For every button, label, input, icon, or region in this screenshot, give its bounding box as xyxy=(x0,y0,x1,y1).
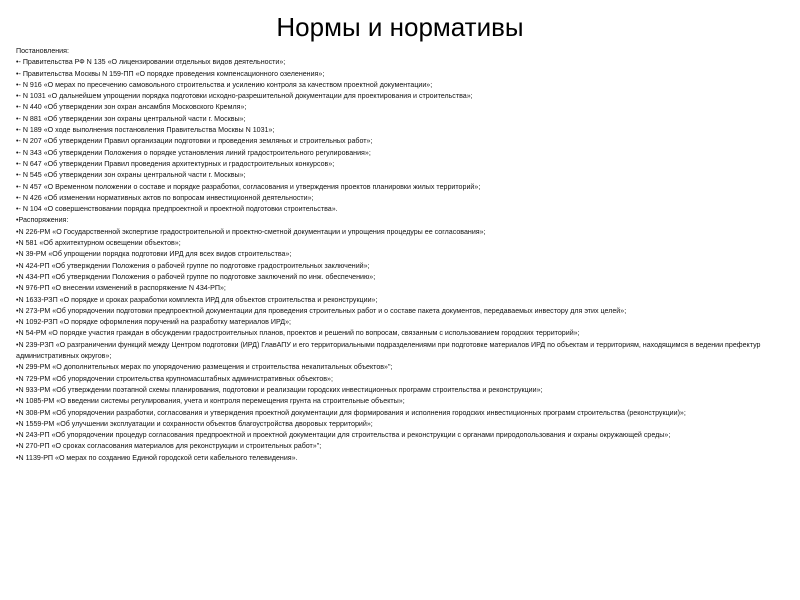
list-item: •- N 207 «Об утверждении Правил организации подготовки и проведения земляных и строительных работ»; xyxy=(16,137,373,146)
list-item: •N 239-РЗП «О разграничении функций между Центром подготовки (ИРД) ГлавАПУ и его территориальными подразделениями при подготовке материалов ИРД по объектам и территориям, находящимся в ведении префектур административных округов»; xyxy=(16,340,761,361)
list-item: •- N 545 «Об утверждении зон охраны центральной части г. Москвы»; xyxy=(16,171,246,180)
page-title: Нормы и нормативы xyxy=(276,12,524,42)
list-item: •N 1085-РМ «О введении системы регулирования, учета и контроля перемещения грунта на строительные объекты»; xyxy=(16,397,405,406)
list-item: •- N 104 «О совершенствовании порядка предпроектной и проектной подготовки строительства». xyxy=(16,205,338,214)
list-item: •N 1559-РМ «Об улучшении эксплуатации и сохранности объектов благоустройства дворовых территорий»; xyxy=(16,419,373,428)
list-item: •N 1092-РЗП «О порядке оформления поручений на разработку материалов ИРД»; xyxy=(16,318,291,327)
list-item: •N 581 «Об архитектурном освещении объектов»; xyxy=(16,239,181,248)
list-item: •N 308-РМ «Об упорядочении разработки, согласования и утверждения проектной документации для формирования и исполнения городских инвестиционных программ строительства (реконструкции)»; xyxy=(16,408,686,417)
section-heading-rasporyazheniya: •Распоряжения: xyxy=(16,216,69,225)
list-item: •N 1139-РП «О мерах по созданию Единой городской сети кабельного телевидения». xyxy=(16,453,298,462)
rasporyazheniya-list xyxy=(16,227,788,464)
list-item: •- N 916 «О мерах по пресечению самовольного строительства и усилению контроля за качеством проектной документации»; xyxy=(16,80,433,89)
list-item: •N 270-РП «О сроках согласования материалов для реконструкции и строительных работ»"; xyxy=(16,442,322,451)
list-item: •N 226-РМ «О Государственной экспертизе градостроительной и проектно-сметной документации и упрощения процедуры ее согласования»; xyxy=(16,227,486,236)
list-item: •N 976-РП «О внесении изменений в распоряжение N 434-РП»; xyxy=(16,284,226,293)
list-item: •- N 426 «Об изменении нормативных актов по вопросам инвестиционной деятельности»; xyxy=(16,193,314,202)
list-item: •N 39-РМ «Об упрощении порядка подготовки ИРД для всех видов строительства»; xyxy=(16,250,292,259)
list-item: •N 434-РП «Об утверждении Положения о рабочей группе по подготовке заключений по инж. обеспечению»; xyxy=(16,272,376,281)
list-item: •- N 881 «Об утверждении зон охраны центральной части г. Москвы»; xyxy=(16,114,246,123)
list-item: •- Правительства РФ N 135 «О лицензировании отдельных видов деятельности»; xyxy=(16,58,286,67)
list-item: •N 933-РМ «Об утверждении поэтапной схемы планирования, подготовки и реализации городских инвестиционных программ строительства и реконструкции»; xyxy=(16,385,543,394)
list-item: •N 424-РП «Об утверждении Положения о рабочей группе по подготовке градостроительных заключений»; xyxy=(16,261,370,270)
list-item: •- N 457 «О Временном положении о составе и порядке разработки, согласования и утверждения проектов планировки жилых территорий»; xyxy=(16,182,481,191)
list-item: •N 729-РМ «Об упорядочении строительства крупномасштабных административных объектов»; xyxy=(16,374,333,383)
list-item: •N 273-РМ «Об упорядочении подготовки предпроектной документации для проведения строительных работ и о составе пакета документов, передаваемых инвестору для этих целей»; xyxy=(16,306,627,315)
postanovleniya-list xyxy=(16,57,788,215)
list-item: •- N 1031 «О дальнейшем упрощении порядка подготовки исходно-разрешительной документации для проектирования и строительства»; xyxy=(16,92,473,101)
list-item: •N 1633-РЗП «О порядке и сроках разработки комплекта ИРД для объектов строительства и реконструкции»; xyxy=(16,295,378,304)
list-item: •- Правительства Москвы N 159-ПП «О порядке проведения компенсационного озеленения»; xyxy=(16,69,325,78)
list-item: •N 54-РМ «О порядке участия граждан в обсуждении градостроительных планов, проектов и решений по вопросам, связанным с использованием городских территорий»; xyxy=(16,329,580,338)
list-item: •- N 440 «Об утверждении зон охран ансамбля Московского Кремля»; xyxy=(16,103,247,112)
section-heading-postanovleniya: Постановления: xyxy=(16,47,69,55)
document-body xyxy=(16,46,788,464)
list-item: •- N 189 «О ходе выполнения постановления Правительства Москвы N 1031»; xyxy=(16,126,275,135)
list-item: •- N 647 «Об утверждении Правил проведения архитектурных и градостроительных конкурсов»; xyxy=(16,159,335,168)
list-item: •N 299-РМ «О дополнительных мерах по упорядочению размещения и строительства некапитальных объектов»"; xyxy=(16,363,393,372)
list-item: •N 243-РП «Об упорядочении процедур согласования предпроектной и проектной документации для строительства и реконструкции с органами природопользования и охраны окружающей среды»; xyxy=(16,431,671,440)
list-item: •- N 343 «Об утверждении Положения о порядке установления линий градостроительного регулирования»; xyxy=(16,148,371,157)
